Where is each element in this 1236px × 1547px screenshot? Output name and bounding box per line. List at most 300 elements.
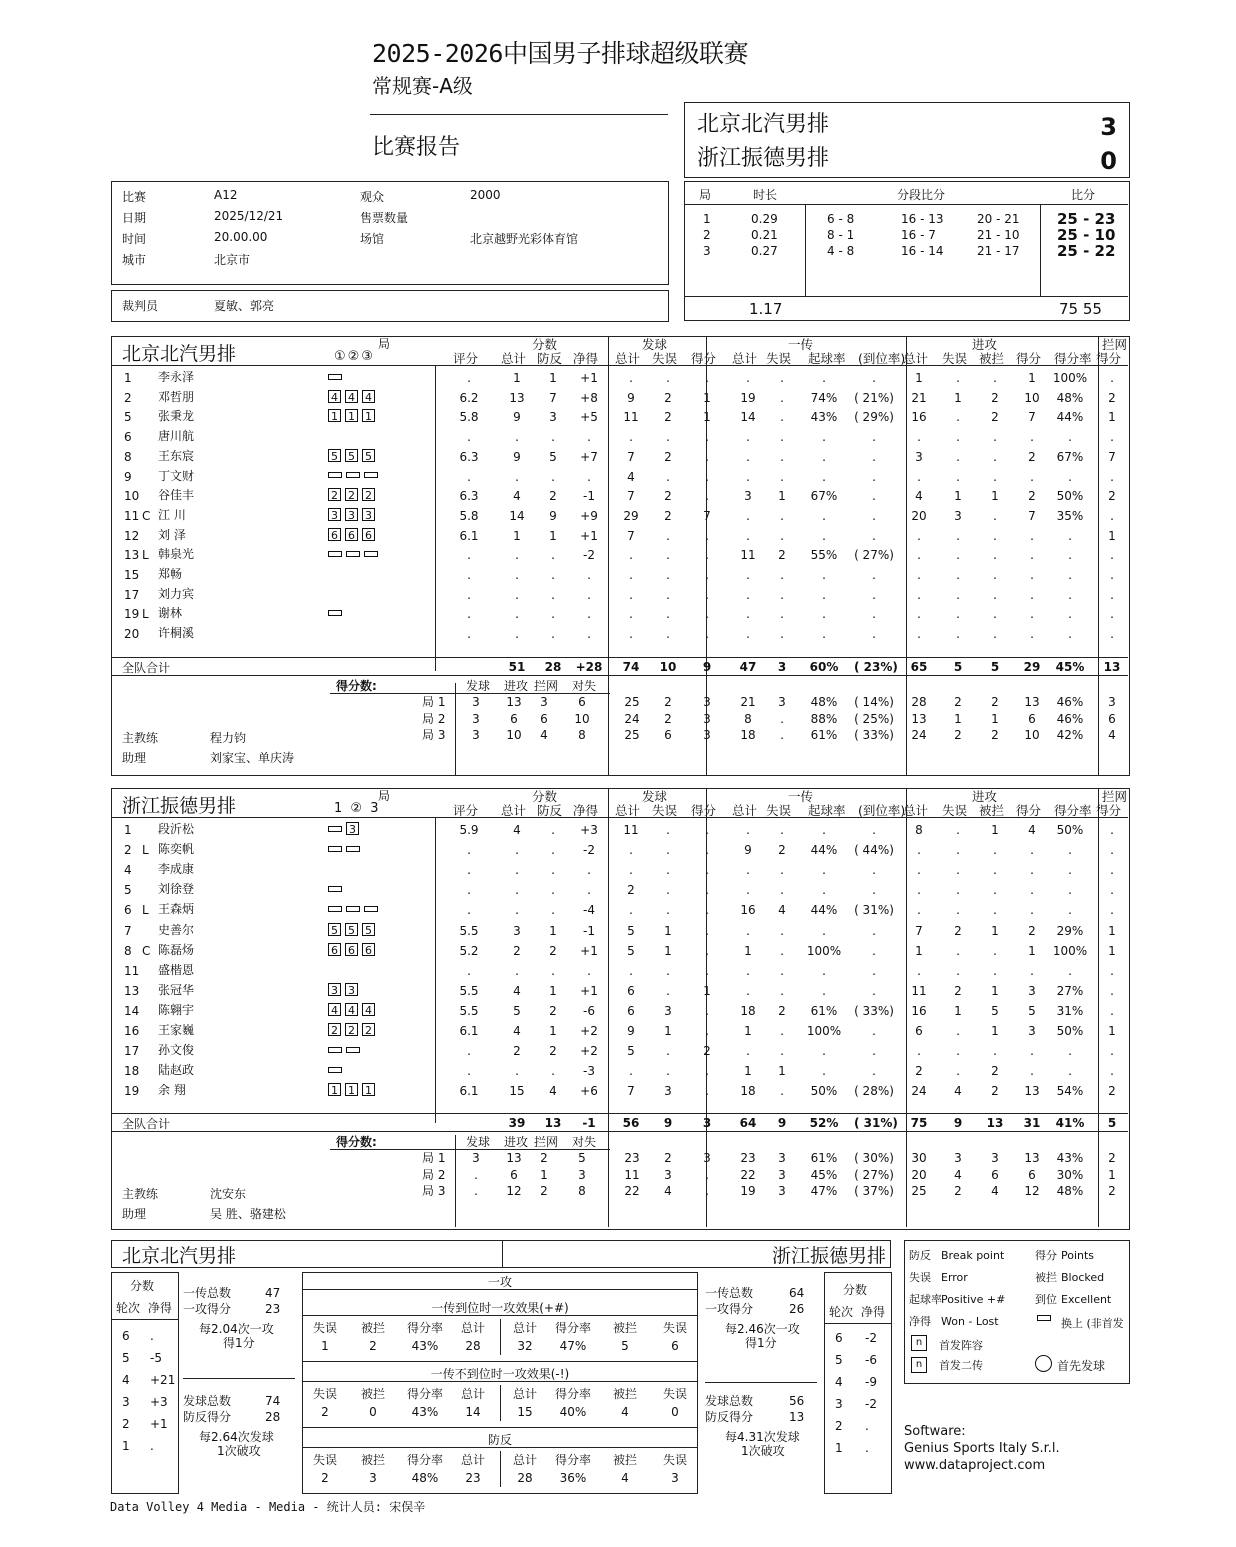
- per-set-stat: 6: [1108, 711, 1116, 726]
- player-role: C: [142, 943, 151, 958]
- rotation-number: 3: [835, 1397, 843, 1411]
- rotation-net: -9: [865, 1375, 877, 1389]
- per-set-points: 2: [540, 1151, 548, 1165]
- stat-cell: .: [705, 587, 709, 602]
- stat-cell: .: [872, 430, 876, 445]
- stat-cell: .: [587, 863, 591, 878]
- player-name: 王森炳: [158, 902, 195, 917]
- column-header: 得分率: [1054, 803, 1092, 818]
- stat-cell: 50%: [1056, 489, 1084, 504]
- set-lineup-marks: [328, 881, 346, 895]
- per-set-stat: 61%: [810, 1151, 838, 1165]
- set-lineup-marks: [328, 369, 346, 383]
- legend-box: [904, 1240, 1130, 1384]
- legend-key: 失误: [909, 1271, 931, 1284]
- set-partial: 4 - 8: [827, 244, 855, 258]
- set-mark: 3: [345, 983, 358, 996]
- header-set: 局: [378, 789, 391, 803]
- home-sets-won: 3: [1100, 113, 1117, 141]
- per-set-points: 6: [510, 1167, 518, 1182]
- stat-cell: .: [467, 371, 471, 385]
- stat-cell: 1: [744, 1024, 752, 1038]
- g3-value: 28: [517, 1471, 533, 1485]
- per-set-stat: 6: [664, 728, 672, 742]
- sets-table: [684, 181, 1130, 321]
- stat-cell: .: [746, 883, 750, 898]
- stat-cell: -2: [583, 843, 595, 858]
- set-mark: 3: [328, 508, 341, 521]
- player-name: 王东宸: [158, 448, 195, 463]
- stat-cell: .: [746, 371, 750, 385]
- stat-cell: .: [1110, 627, 1114, 642]
- stat-cell: .: [705, 863, 709, 878]
- stat-cell: 44%: [810, 843, 838, 858]
- set-mark: [328, 846, 342, 852]
- stat-cell: .: [587, 627, 591, 642]
- per-set-label: 局 1: [422, 1151, 446, 1165]
- stat-cell: .: [551, 568, 555, 582]
- stat-cell: .: [629, 430, 633, 445]
- stat-cell: .: [780, 528, 784, 543]
- per-set-stat: 88%: [810, 711, 838, 726]
- stat-cell: .: [917, 548, 921, 563]
- software-company: Genius Sports Italy S.r.l.: [904, 1441, 1060, 1456]
- stat-cell: .: [746, 469, 750, 484]
- column-header: 防反: [537, 351, 563, 366]
- per-set-stat: 25: [911, 1184, 927, 1198]
- per-set-stat: 3: [991, 1151, 999, 1165]
- stat-cell: .: [467, 903, 471, 918]
- grid-line: [500, 1385, 501, 1421]
- set-duration: 0.27: [751, 244, 778, 258]
- per-set-stat: .: [780, 728, 784, 742]
- per-set-stat: 22: [740, 1167, 756, 1182]
- column-header: 失误: [766, 351, 792, 366]
- set-lineup-marks: [328, 605, 346, 619]
- stat-cell: 1: [954, 1003, 962, 1018]
- grid-line: [112, 1319, 178, 1320]
- rotation-col: 净得: [861, 1305, 886, 1319]
- stat-cell: .: [822, 607, 826, 622]
- assistant-names: 刘家宝、单庆涛: [210, 751, 295, 765]
- stat-cell: 3: [744, 489, 752, 504]
- stat-cell: .: [993, 587, 997, 602]
- stat-cell: .: [956, 548, 960, 563]
- col-header: 得分率: [554, 1387, 591, 1401]
- stat-cell: 24: [911, 1084, 927, 1099]
- legend-key: 得分: [1035, 1249, 1057, 1262]
- column-header: 得分: [1096, 803, 1122, 818]
- stat-cell: .: [551, 903, 555, 918]
- stat-cell: 2: [549, 943, 557, 958]
- grid-line: [303, 1447, 697, 1448]
- per-set-points: 8: [578, 1184, 586, 1198]
- note: 1次破攻: [217, 1444, 261, 1458]
- stat-cell: .: [917, 568, 921, 582]
- label: 一传总数: [183, 1286, 232, 1300]
- stat-cell: .: [780, 1084, 784, 1099]
- col-header: 被拦: [612, 1321, 637, 1335]
- set-mark: 1: [328, 1083, 341, 1096]
- player-name: 余 翔: [158, 1083, 186, 1098]
- stat-cell: ( 27%): [854, 548, 894, 563]
- set-mark: [346, 472, 360, 478]
- stat-cell: .: [705, 1064, 709, 1079]
- stat-cell: .: [1110, 1003, 1114, 1018]
- stat-cell: .: [629, 548, 633, 563]
- report-heading: 比赛报告: [372, 135, 461, 160]
- set-score: 25 - 10: [1057, 226, 1116, 244]
- rotation-net: +1: [150, 1417, 168, 1431]
- legend-desc: Points: [1061, 1249, 1095, 1262]
- grid-line: [500, 1451, 501, 1487]
- stat-cell: .: [822, 923, 826, 938]
- per-set-stat: 3: [778, 1151, 786, 1165]
- stat-cell: 1: [1108, 943, 1116, 958]
- per-set-stat: 30%: [1056, 1167, 1084, 1182]
- rotation-number: 5: [122, 1351, 130, 1365]
- set-mark: 1: [362, 1083, 375, 1096]
- stat-cell: .: [780, 371, 784, 385]
- stat-cell: .: [515, 863, 519, 878]
- stat-cell: +1: [580, 528, 598, 543]
- player-name: 韩泉光: [158, 547, 195, 562]
- stat-cell: .: [780, 1024, 784, 1038]
- stat-cell: .: [551, 883, 555, 898]
- stat-cell: 2: [627, 883, 635, 898]
- g2-value: 40%: [559, 1405, 587, 1419]
- legend-key: 起球率: [909, 1293, 942, 1306]
- per-set-stat: 2: [1108, 1184, 1116, 1198]
- team-total-cell: 13: [1103, 660, 1121, 674]
- col-header: 得分率: [554, 1321, 591, 1335]
- stat-cell: 1: [703, 983, 711, 998]
- set-partial: 21 - 10: [977, 228, 1020, 242]
- stat-cell: 1: [991, 923, 999, 938]
- player-name: 李永泽: [158, 370, 195, 384]
- stat-cell: .: [746, 627, 750, 642]
- per-set-stat: 20: [911, 1167, 927, 1182]
- note: 每2.64次发球: [199, 1430, 274, 1444]
- stat-cell: .: [780, 863, 784, 878]
- stat-cell: 4: [627, 469, 635, 484]
- g2-value: 0: [369, 1405, 377, 1419]
- per-set-stat: .: [705, 1167, 709, 1182]
- per-set-stat: 23: [740, 1151, 756, 1165]
- per-set-stat: 3: [778, 1184, 786, 1198]
- col-header: 失误: [662, 1453, 687, 1467]
- info-cell: 场馆: [360, 232, 385, 246]
- stat-cell: .: [917, 430, 921, 445]
- stat-cell: ( 29%): [854, 410, 894, 425]
- stat-cell: 2: [778, 843, 786, 858]
- stat-cell: .: [467, 963, 471, 978]
- note: 1次破攻: [741, 1444, 785, 1458]
- grid-line: [825, 1323, 891, 1324]
- team-total-cell: 52%: [809, 1116, 839, 1130]
- stat-cell: .: [467, 607, 471, 622]
- player-number: 19: [124, 607, 140, 622]
- g1-value: 5: [621, 1339, 629, 1353]
- rotation-number: 4: [835, 1375, 843, 1389]
- stat-cell: .: [822, 568, 826, 582]
- column-header: 得分: [1096, 351, 1122, 366]
- stat-cell: .: [917, 1044, 921, 1059]
- stat-cell: .: [746, 983, 750, 998]
- per-set-stat: 42%: [1056, 728, 1084, 742]
- set-mark: 6: [362, 528, 375, 541]
- g2-value: 43%: [411, 1405, 439, 1419]
- stat-cell: 9: [627, 1024, 635, 1038]
- col-header: 总计: [512, 1321, 537, 1335]
- stat-cell: .: [822, 528, 826, 543]
- stat-cell: -2: [583, 548, 595, 563]
- stat-cell: 50%: [1056, 1024, 1084, 1038]
- g2-value: 14: [465, 1405, 481, 1419]
- g2-value: 4: [621, 1405, 629, 1419]
- set-mark: 4: [328, 390, 341, 403]
- set-mark: 3: [362, 508, 375, 521]
- stat-cell: .: [705, 449, 709, 464]
- stat-cell: .: [705, 607, 709, 622]
- g3-value: 3: [369, 1471, 377, 1485]
- team-total-label: 全队合计: [122, 1117, 171, 1131]
- stat-cell: .: [872, 943, 876, 958]
- stat-cell: .: [822, 1044, 826, 1059]
- coach-label: 主教练: [122, 731, 159, 745]
- column-header: 被拦: [979, 803, 1005, 818]
- stat-cell: .: [872, 1064, 876, 1079]
- bottom-home-name: 北京北汽男排: [122, 1245, 237, 1267]
- coach-label: 主教练: [122, 1187, 159, 1201]
- stat-cell: 2: [513, 1044, 521, 1059]
- set-mark: 2: [328, 488, 341, 501]
- per-set-stat: 43%: [1056, 1151, 1084, 1165]
- match-info: [111, 181, 669, 285]
- stat-cell: .: [872, 528, 876, 543]
- stat-cell: 2: [664, 508, 672, 523]
- grid-line: [183, 1378, 295, 1379]
- stat-cell: .: [1030, 607, 1034, 622]
- stat-cell: 9: [513, 449, 521, 464]
- stat-cell: .: [872, 1024, 876, 1038]
- stat-cell: .: [705, 903, 709, 918]
- stat-cell: 1: [549, 983, 557, 998]
- per-set-stat: 1: [954, 711, 962, 726]
- stat-cell: .: [956, 430, 960, 445]
- team-total-cell: +28: [575, 660, 603, 674]
- stat-cell: .: [629, 607, 633, 622]
- stat-cell: 2: [1108, 390, 1116, 405]
- stat-cell: .: [1068, 528, 1072, 543]
- col-header: 得分率: [406, 1387, 443, 1401]
- set-mark: [364, 906, 378, 912]
- stat-cell: 4: [513, 1024, 521, 1038]
- stat-cell: 2: [664, 410, 672, 425]
- stat-cell: .: [956, 371, 960, 385]
- player-name: 刘力宾: [158, 586, 195, 601]
- team-total-label: 全队合计: [122, 661, 171, 675]
- value: 47: [265, 1286, 281, 1300]
- team-total-cell: 75: [910, 1116, 928, 1130]
- column-header: 失误: [652, 803, 678, 818]
- set-mark: 1: [345, 409, 358, 422]
- per-set-stat: 13: [911, 711, 927, 726]
- g1-title: 一传到位时一攻效果(+#): [431, 1301, 569, 1315]
- stat-cell: .: [1110, 883, 1114, 898]
- stat-cell: 67%: [810, 489, 838, 504]
- per-set-stat: 4: [664, 1184, 672, 1198]
- stat-cell: 1: [954, 390, 962, 405]
- per-set-stat: 28: [911, 695, 927, 709]
- stat-cell: .: [666, 983, 670, 998]
- stat-cell: 7: [1028, 410, 1036, 425]
- stat-cell: 2: [1028, 449, 1036, 464]
- stat-cell: +3: [580, 823, 598, 837]
- stat-cell: 11: [911, 983, 927, 998]
- col-header: 失误: [312, 1321, 337, 1335]
- per-set-stat: 2: [954, 1184, 962, 1198]
- stat-cell: .: [780, 410, 784, 425]
- g2-value: 15: [517, 1405, 533, 1419]
- stat-cell: +2: [580, 1024, 598, 1038]
- stat-cell: 8: [915, 823, 923, 837]
- stat-cell: .: [587, 430, 591, 445]
- stat-cell: 1: [1028, 943, 1036, 958]
- column-header: 评分: [453, 351, 479, 366]
- info-cell: 2025/12/21: [214, 209, 284, 223]
- away-rotation-box: [824, 1272, 892, 1494]
- per-set-stat: 30: [911, 1151, 927, 1165]
- assistant-label: 助理: [122, 751, 147, 765]
- stat-cell: 1: [1108, 528, 1116, 543]
- g1-value: 47%: [559, 1339, 587, 1353]
- stat-cell: 67%: [1056, 449, 1084, 464]
- stat-cell: 1: [1108, 410, 1116, 425]
- stat-cell: .: [587, 568, 591, 582]
- stat-cell: .: [1068, 430, 1072, 445]
- grid-line: [805, 204, 806, 296]
- per-set-stat: 6: [1028, 1167, 1036, 1182]
- column-header: 失误: [942, 803, 968, 818]
- column-header: 总计: [615, 803, 641, 818]
- stat-cell: 15: [509, 1084, 525, 1099]
- home-rotation-box: [111, 1272, 179, 1494]
- value: 26: [789, 1302, 805, 1316]
- stat-cell: 7: [1028, 508, 1036, 523]
- col-header: 被拦: [360, 1387, 385, 1401]
- per-set-stat: ( 30%): [854, 1151, 894, 1165]
- team-total-cell: 5: [1107, 1116, 1117, 1130]
- stat-cell: .: [1068, 1044, 1072, 1059]
- per-set-points: 3: [472, 711, 480, 726]
- points-col-header: 拦网: [534, 679, 559, 693]
- stat-cell: .: [956, 607, 960, 622]
- stat-cell: 5.5: [459, 1003, 479, 1018]
- stat-cell: .: [1068, 963, 1072, 978]
- set-duration: 0.29: [751, 212, 778, 226]
- stat-cell: 2: [991, 390, 999, 405]
- stat-cell: 9: [744, 843, 752, 858]
- info-cell: A12: [214, 188, 238, 202]
- stat-cell: .: [1068, 469, 1072, 484]
- first-serve-circle-icon: [1035, 1355, 1052, 1372]
- stat-cell: 4: [513, 983, 521, 998]
- stat-cell: 1: [744, 943, 752, 958]
- set-score: 25 - 23: [1057, 210, 1116, 228]
- column-header: 得分: [691, 803, 717, 818]
- stat-cell: .: [551, 823, 555, 837]
- stat-cell: 1: [513, 528, 521, 543]
- team-total-cell: -1: [582, 1116, 596, 1130]
- stat-cell: .: [1110, 903, 1114, 918]
- stat-cell: 1: [1108, 923, 1116, 938]
- stat-cell: .: [956, 1024, 960, 1038]
- stat-cell: +9: [580, 508, 598, 523]
- stat-cell: .: [629, 568, 633, 582]
- per-set-points: .: [474, 1167, 478, 1182]
- per-set-stat: 19: [740, 1184, 756, 1198]
- set-lineup-marks: [328, 1042, 364, 1056]
- per-set-points: 3: [472, 695, 480, 709]
- referee-box: [111, 290, 669, 322]
- stat-cell: .: [746, 1044, 750, 1059]
- stat-cell: 1: [703, 410, 711, 425]
- set-mark: 1: [345, 1083, 358, 1096]
- per-set-stat: 2: [664, 695, 672, 709]
- info-cell: 观众: [360, 190, 385, 204]
- rotation-col: 轮次: [116, 1301, 141, 1315]
- stat-cell: .: [746, 449, 750, 464]
- stat-cell: .: [780, 883, 784, 898]
- stat-cell: .: [956, 528, 960, 543]
- set-mark: 5: [345, 923, 358, 936]
- stat-cell: 10: [1024, 390, 1040, 405]
- total-score: 75 55: [1059, 300, 1102, 318]
- points-col-header: 对失: [572, 679, 597, 693]
- team-total-cell: 9: [777, 1116, 787, 1130]
- stat-cell: 6.3: [459, 489, 479, 504]
- grid-line: [435, 817, 436, 1123]
- per-set-points: 4: [540, 728, 548, 742]
- info-cell: 2000: [470, 188, 501, 202]
- per-set-stat: 22: [624, 1184, 640, 1198]
- stat-cell: 4: [778, 903, 786, 918]
- header-receive-group: 一传: [788, 337, 814, 352]
- stat-cell: 6: [627, 1003, 635, 1018]
- stat-cell: 2: [549, 489, 557, 504]
- rotation-net: .: [865, 1441, 869, 1455]
- stat-cell: 1: [744, 1064, 752, 1079]
- stat-cell: 14: [740, 410, 756, 425]
- stat-cell: .: [780, 607, 784, 622]
- stat-cell: 13: [1024, 1084, 1040, 1099]
- stat-cell: .: [872, 371, 876, 385]
- stat-cell: .: [629, 963, 633, 978]
- stat-cell: .: [705, 469, 709, 484]
- stat-cell: .: [746, 430, 750, 445]
- column-header: 被拦: [979, 351, 1005, 366]
- stat-cell: .: [666, 883, 670, 898]
- column-header: 总计: [501, 351, 527, 366]
- report-title: 2025-2026中国男子排球超级联赛: [372, 39, 748, 68]
- column-header: 净得: [573, 351, 599, 366]
- assistant-label: 助理: [122, 1207, 147, 1221]
- stat-cell: .: [467, 843, 471, 858]
- info-cell: 比赛: [122, 190, 147, 204]
- stat-cell: 5.5: [459, 923, 479, 938]
- g1-value: 32: [517, 1339, 533, 1353]
